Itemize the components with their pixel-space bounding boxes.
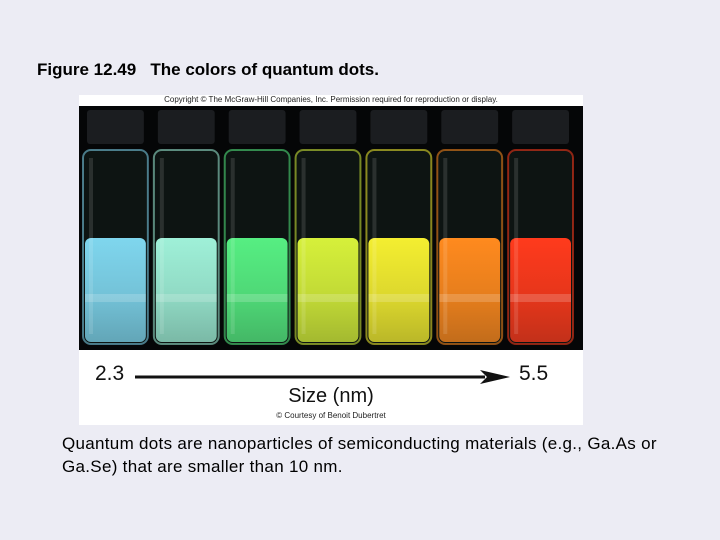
vials-illustration	[79, 106, 583, 350]
vial	[366, 110, 431, 344]
size-min-label: 2.3	[95, 362, 125, 385]
size-scale	[79, 350, 583, 425]
quantum-dots-figure	[79, 95, 583, 425]
slide-title: Figure 12.49 The colors of quantum dots.	[37, 60, 379, 79]
body-text: Quantum dots are nanoparticles of semiconducting materials (e.g., Ga.As or Ga.Se) that are smaller than 10 nm.	[62, 434, 657, 476]
vials-photo	[79, 106, 583, 350]
photo-credit: © Courtesy of Benoit Dubertret	[276, 411, 386, 420]
vial	[154, 110, 219, 344]
vial	[83, 110, 148, 344]
size-max-label: 5.5	[519, 362, 549, 385]
vial	[225, 110, 290, 344]
vial	[296, 110, 361, 344]
copyright-notice: Copyright © The McGraw-Hill Companies, Inc. Permission required for reproduction or display.	[164, 95, 498, 104]
size-axis-label: Size (nm)	[288, 385, 374, 407]
vial	[508, 110, 573, 344]
size-arrow-icon	[135, 370, 515, 384]
vial	[437, 110, 502, 344]
